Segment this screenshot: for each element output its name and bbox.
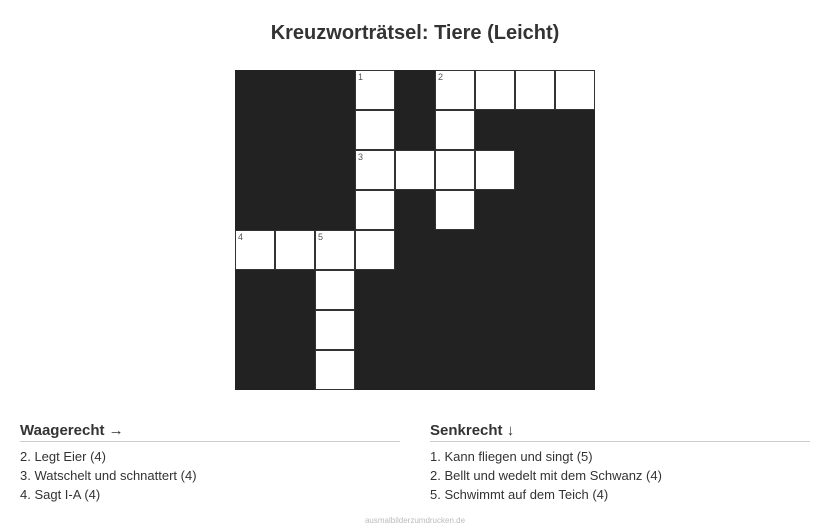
crossword-cell[interactable] [435, 150, 475, 190]
crossword-cell[interactable] [315, 230, 355, 270]
puzzle-title: Kreuzworträtsel: Tiere (Leicht) [270, 22, 560, 44]
down-clue-list [430, 449, 810, 502]
clue-number: 4 [238, 232, 244, 242]
crossword-cell[interactable] [435, 70, 475, 110]
crossword-cell[interactable] [355, 110, 395, 150]
crossword-cell[interactable] [555, 70, 595, 110]
crossword-cell[interactable] [315, 310, 355, 350]
across-clue-list [20, 449, 400, 502]
crossword-cell[interactable] [515, 70, 555, 110]
crossword-cell[interactable] [355, 230, 395, 270]
crossword-cell[interactable] [355, 190, 395, 230]
crossword-cell[interactable] [235, 230, 275, 270]
crossword-cell[interactable] [475, 70, 515, 110]
crossword-grid [235, 70, 595, 390]
crossword-cell[interactable] [315, 350, 355, 390]
down-heading: Senkrecht ↓ [430, 422, 810, 442]
clue-item: 5. Schwimmt auf dem Teich (4) [430, 487, 609, 502]
crossword-cell[interactable] [395, 150, 435, 190]
crossword-cell[interactable] [475, 150, 515, 190]
clue-item: 1. Kann fliegen und singt (5) [430, 449, 593, 464]
clue-item: 4. Sagt I-A (4) [20, 487, 101, 502]
crossword-cell[interactable] [355, 150, 395, 190]
footer-credit: ausmalbilderzumdrucken.de [364, 516, 466, 525]
clue-item: 2. Bellt und wedelt mit dem Schwanz (4) [430, 468, 662, 483]
across-clues-section [20, 422, 400, 506]
down-clues-section [430, 422, 810, 506]
crossword-cell[interactable] [275, 230, 315, 270]
across-heading: Waagerecht → [20, 422, 400, 442]
crossword-cell[interactable] [435, 190, 475, 230]
crossword-cell[interactable] [435, 110, 475, 150]
clue-number: 3 [358, 152, 364, 162]
crossword-cell[interactable] [355, 70, 395, 110]
clue-number: 1 [358, 72, 364, 82]
clue-item: 2. Legt Eier (4) [20, 449, 106, 464]
clue-number: 5 [318, 232, 324, 242]
clue-number: 2 [438, 72, 444, 82]
clue-item: 3. Watschelt und schnattert (4) [20, 468, 197, 483]
crossword-cell[interactable] [315, 270, 355, 310]
